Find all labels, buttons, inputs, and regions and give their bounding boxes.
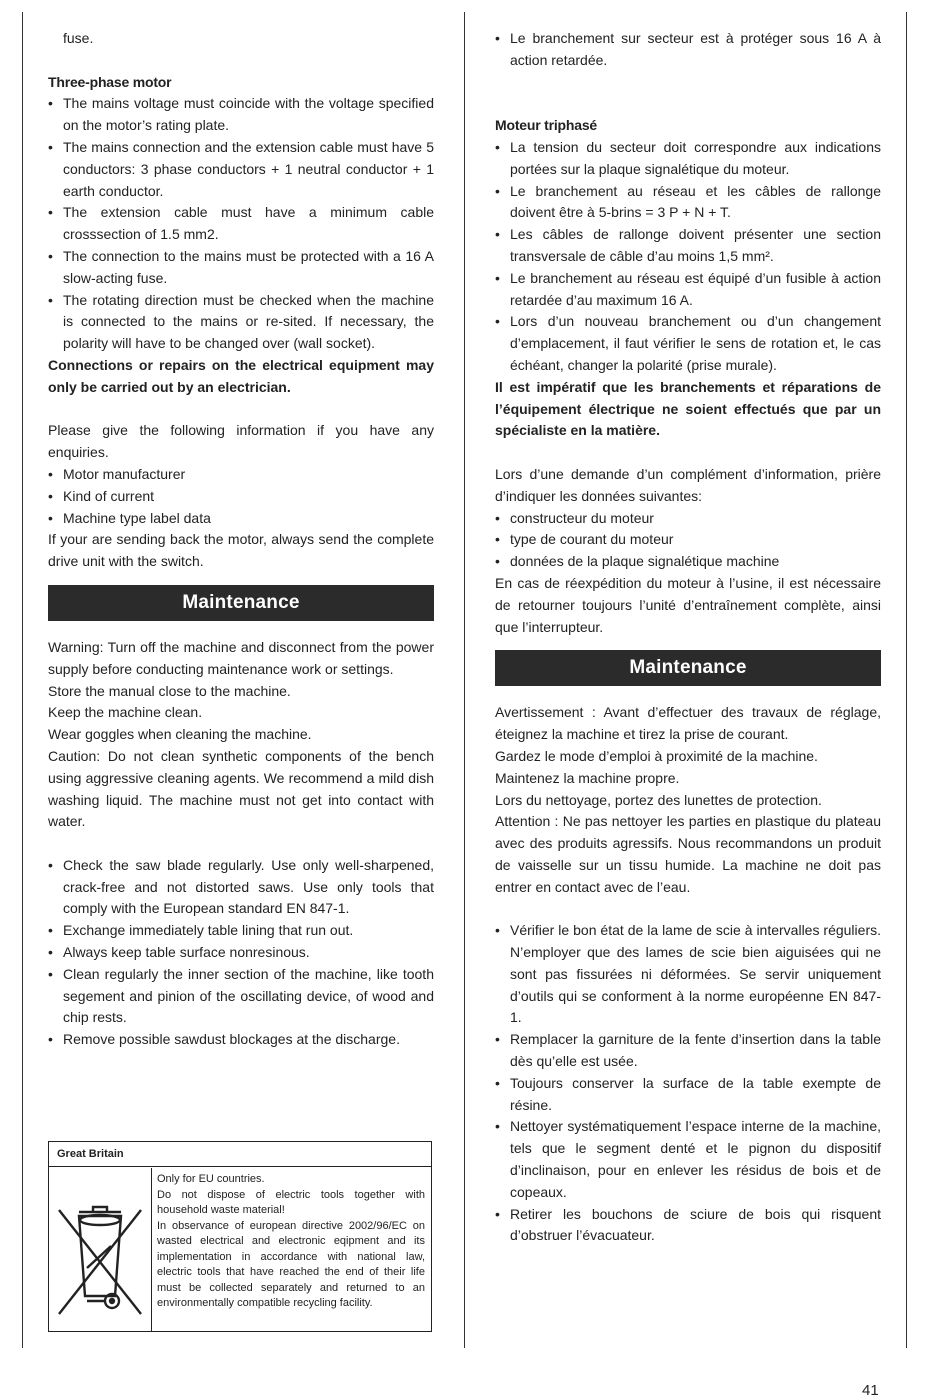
list-item: • The mains connection and the extension cable must have 5 conductors: 3 phase conductors + 1 neutral conductor + 1 earth conductor. — [48, 137, 434, 202]
maintenance-paragraph: Store the manual close to the machine. — [48, 682, 291, 699]
fuse-continuation: fuse. — [63, 30, 94, 46]
list-item: • The mains voltage must coincide with the voltage specified on the motor’s rating plate. — [48, 93, 434, 137]
three-phase-list — [48, 93, 434, 355]
french-column — [495, 28, 881, 1247]
right-margin-rule — [906, 12, 907, 1348]
weee-line: Only for EU countries. — [157, 1173, 265, 1185]
wheelie-bin-icon — [49, 1168, 151, 1331]
left-margin-rule — [22, 12, 23, 1348]
list-item: • Machine type label data — [48, 508, 434, 530]
list-item: • Le branchement au réseau et les câbles de rallonge doivent être à 5-brins = 3 P + N + T. — [495, 181, 881, 225]
maintenance-paragraph: Maintenez la machine propre. — [495, 769, 680, 786]
crossed-out-wheelie-bin-icon — [49, 1168, 152, 1331]
weee-text — [157, 1172, 425, 1312]
list-item: • Check the saw blade regularly. Use only well-sharpened, crack-free and not distorted saws. Use only tools that comply with the European standard EN 847-1. — [48, 855, 434, 920]
page-number: 41 — [862, 1382, 879, 1399]
list-item: • Toujours conserver la surface de la table exempte de résine. — [495, 1073, 881, 1117]
list-item: • The extension cable must have a minimum cable crosssection of 1.5 mm2. — [48, 202, 434, 246]
send-back-note: En cas de réexpédition du moteur à l’usine, il est nécessaire de retourner toujours l’unité d’entraînement complète, ainsi que l’interrupteur. — [495, 574, 881, 635]
weee-disposal-box — [48, 1141, 432, 1332]
maintenance-paragraph: Keep the machine clean. — [48, 704, 203, 721]
list-item: • Exchange immediately table lining that run out. — [48, 920, 434, 942]
list-item: • Le branchement au réseau est équipé d’un fusible à action retardée d’au maximum 16 A. — [495, 268, 881, 312]
maintenance-paragraph: Warning: Turn off the machine and disconnect from the power supply before conducting maintenance work or settings. — [48, 638, 434, 677]
maintenance-paragraph: Lors du nettoyage, portez des lunettes de protection. — [495, 791, 822, 808]
electrician-warning: Connections or repairs on the electrical equipment may only be carried out by an electrician. — [48, 356, 434, 395]
enquiry-list — [495, 508, 881, 573]
maintenance-paragraph: Wear goggles when cleaning the machine. — [48, 726, 312, 743]
list-item: • type de courant du moteur — [495, 529, 881, 551]
maintenance-banner: Maintenance — [495, 650, 881, 686]
three-phase-list — [495, 137, 881, 377]
weee-region-label: Great Britain — [49, 1142, 431, 1167]
list-item: • Always keep table surface nonresinous. — [48, 942, 434, 964]
list-item: • Nettoyer systématiquement l’espace interne de la machine, tels que le segment denté et le pignon du dispositif d’inclinaison, pour en enlever les résidus de bois et de copeaux. — [495, 1116, 881, 1203]
maintenance-paragraph: Gardez le mode d’emploi à proximité de la machine. — [495, 747, 818, 764]
maintenance-paragraph: Avertissement : Avant d’effectuer des travaux de réglage, éteignez la machine et tirez la prise de courant. — [495, 704, 881, 743]
list-item: • Motor manufacturer — [48, 464, 434, 486]
list-item: • The rotating direction must be checked when the machine is connected to the mains or re-sited. If necessary, the polarity will have to be changed over (wall socket). — [48, 290, 434, 355]
enquiry-list — [48, 464, 434, 529]
maintenance-paragraph: Attention : Ne pas nettoyer les parties en plastique du plateau avec des produits agressifs. Nous recommandons un produit de vaisselle sur un tissu humide. La machine ne doit pas entrer en contact avec de l’eau. — [495, 813, 881, 895]
send-back-note: If your are sending back the motor, always send the complete drive unit with the switch. — [48, 531, 434, 570]
list-item: • Kind of current — [48, 486, 434, 508]
list-item: • La tension du secteur doit correspondre aux indications portées sur la plaque signalétique du moteur. — [495, 137, 881, 181]
maintenance-banner: Maintenance — [48, 585, 434, 621]
three-phase-heading: Moteur triphasé — [495, 117, 598, 134]
weee-line: In observance of european directive 2002/96/EC on wasted electrical and electronic eqipment and its implementation in accordance with national law, electric tools that have reached the end of their life must be collected separately and returned to an environmentally compatible recycling facility. — [157, 1219, 425, 1309]
list-item: • constructeur du moteur — [495, 508, 881, 530]
list-item: • Vérifier le bon état de la lame de scie à intervalles réguliers. N’employer que des lames de scie bien aiguisées qui ne sont pas fissurées ni déformées. Se servir uniquement d’outils qui se conforment à la norme européenne EN 847-1. — [495, 920, 881, 1029]
list-item: • Retirer les bouchons de sciure de bois qui risquent d’obstruer l’évacuateur. — [495, 1204, 881, 1248]
enquiries-intro: Lors d’une demande d’un complément d’information, prière d’indiquer les données suivantes: — [495, 465, 881, 504]
list-item: • Clean regularly the inner section of the machine, like tooth segement and pinion of the oscillating device, of wood and chip rests. — [48, 964, 434, 1029]
enquiries-intro: Please give the following information if you have any enquiries. — [48, 422, 434, 461]
list-item: • données de la plaque signalétique machine — [495, 551, 881, 573]
list-item: • Les câbles de rallonge doivent présenter une section transversale de câble d’au moins 1,5 mm². — [495, 224, 881, 268]
specialist-warning: Il est impératif que les branchements et réparations de l’équipement électrique ne soient effectués que par un spécialiste en la matière. — [495, 378, 881, 439]
maintenance-list — [495, 920, 881, 1247]
maintenance-list — [48, 855, 434, 1051]
english-column — [48, 28, 434, 1051]
three-phase-heading: Three-phase motor — [48, 73, 172, 90]
list-item: • Le branchement sur secteur est à protéger sous 16 A à action retardée. — [495, 28, 881, 72]
list-item: • The connection to the mains must be protected with a 16 A slow-acting fuse. — [48, 246, 434, 290]
list-item: • Remove possible sawdust blockages at the discharge. — [48, 1029, 434, 1051]
column-divider — [464, 12, 465, 1348]
maintenance-paragraph: Caution: Do not clean synthetic components of the bench using aggressive cleaning agents. We recommend a mild dish washing liquid. The machine must not get into contact with water. — [48, 747, 434, 830]
intro-list — [495, 28, 881, 72]
list-item: • Lors d’un nouveau branchement ou d’un changement d’emplacement, il faut vérifier le sens de rotation et, le cas échéant, changer la polarité (prise murale). — [495, 311, 881, 376]
list-item: • Remplacer la garniture de la fente d’insertion dans la table dès qu’elle est usée. — [495, 1029, 881, 1073]
weee-line: Do not dispose of electric tools together with household waste material! — [157, 1188, 425, 1216]
